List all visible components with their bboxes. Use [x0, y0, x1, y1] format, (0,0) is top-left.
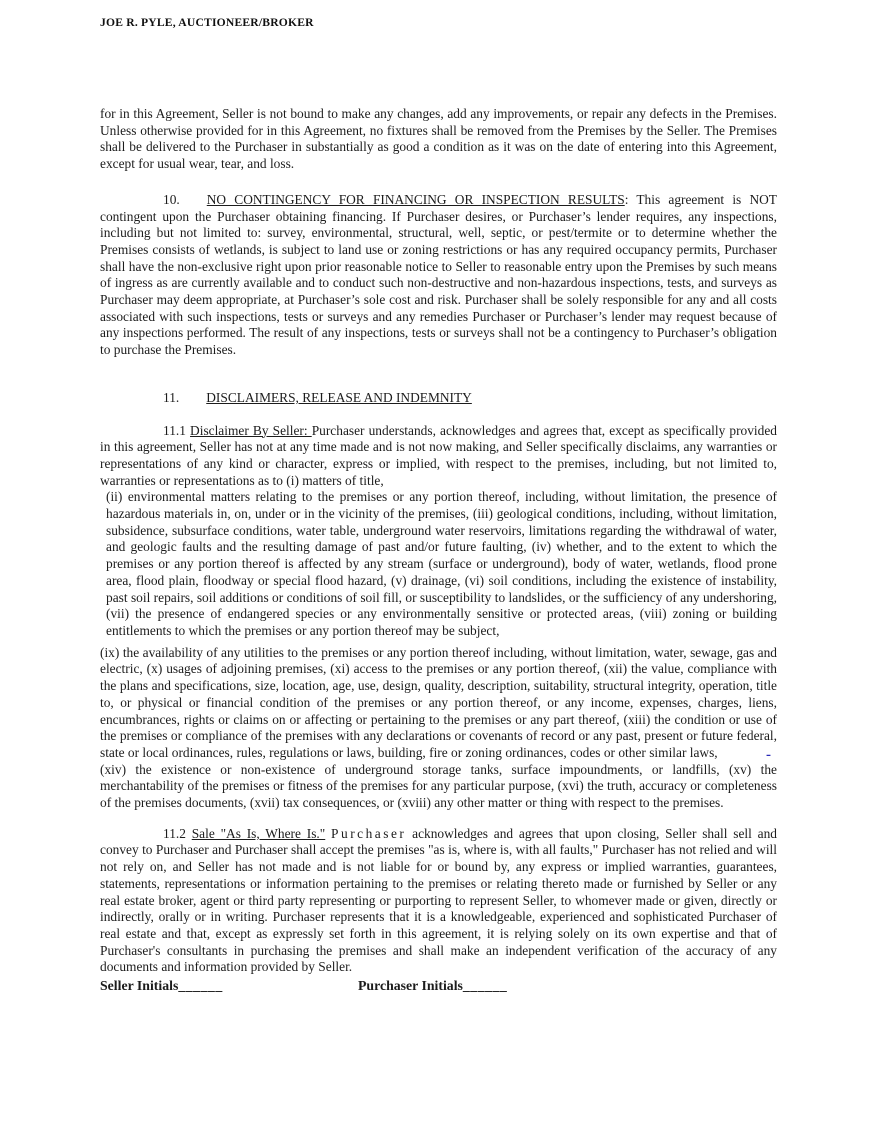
page-header-title: JOE R. PYLE, AUCTIONEER/BROKER	[100, 16, 314, 29]
section-11-2-body: acknowledges and agrees that upon closing, Seller shall sell and convey to Purchaser and Purchaser shall accept the premises "as is, where is, with all faults," Purchaser has not relied and will not rely on, and Seller has not made and is not liable for or bound by, any express or implied warranties, guarantees, statements, representations or information pertaining to the premises or relating thereto made or furnished by Seller or any real estate broker, agent or third party representing or purporting to represent Seller, to whomever made or given, directly or indirectly, orally or in writing. Purchaser represents that it is a knowledgeable, experienced and sophisticated Purchaser of real estate and that, except as expressly set forth in this agreement, it is relying solely on its own expertise and that of Purchaser's consultants in purchasing the premises and shall make an independent verification of the accuracy of any documents and information provided by Seller.	[100, 825, 777, 975]
margin-annotation-dash: -	[766, 747, 771, 763]
section-11-1-clauses-ii-viii: (ii) environmental matters relating to the premises or any portion thereof, including, without limitation, the presence of hazardous materials in, on, under or in the vicinity of the premises, (iii) geological conditions, including, without limitation, subsidence, subsurface conditions, water table, underground water reservoirs, limitations regarding the withdrawal of water, and geologic faults and the resulting damage of past and/or future faulting, (iv) whether, and to the extent to which the premises or any portion thereof is affected by any stream (surface or underground), body of water, wetlands, flood prone area, flood plain, floodway or special flood hazard, (v) drainage, (vi) soil conditions, including the existence of instability, past soil repairs, soil additions or conditions of soil fill, or susceptibility to landslides, or the sufficiency of any undershoring, (vii) the presence of endangered species or any environmentally sensitive or protected areas, (viii) zoning or building entitlements to which the premises or any portion thereof may be subject,	[106, 489, 777, 638]
purchaser-initials-blank-line: ______	[462, 978, 508, 994]
section-11-1-heading: Disclaimer By Seller:	[190, 422, 312, 438]
initials-row	[100, 978, 777, 1002]
section-11-heading-line	[100, 390, 777, 407]
section-11-2-heading: Sale "As Is, Where Is."	[191, 825, 326, 841]
section-11-1-number: 11.1	[163, 422, 186, 438]
section-11-2-paragraph	[100, 826, 777, 976]
intro-paragraph: for in this Agreement, Seller is not bound to make any changes, add any improvements, or repair any defects in the Premises. Unless otherwise provided for in this Agreement, no fixtures shall be removed from the Premises by the Seller. The Premises shall be delivered to the Purchaser in substantially as good a condition as it was on the date of entering into this Agreement, except for usual wear, tear, and loss.	[100, 106, 777, 172]
section-11-number: 11.	[163, 389, 180, 405]
section-11-1-clauses-xiv-xviii: (xiv) the existence or non-existence of underground storage tanks, surface impoundments, or landfills, (xv) the merchantability of the premises or fitness of the premises for any particular purpose, (xvi) the truth, accuracy or completeness of the premises documents, (xvii) tax consequences, or (xviii) any other matter or thing with respect to the premises.	[100, 761, 777, 811]
section-11-2-body-first-word: Purchaser	[331, 825, 407, 841]
section-11-heading: DISCLAIMERS, RELEASE AND INDEMNITY	[206, 389, 472, 405]
section-10-body: : This agreement is NOT contingent upon the Purchaser obtaining financing. If Purchaser desires, or Purchaser’s lender requires, any inspections, including but not limited to: survey, environmental, structural, well, septic, or pest/termite or to determine whether the Premises consists of wetlands, is subject to land use or zoning restrictions or has any required occupancy permits, Purchaser shall have the non-exclusive right upon prior reasonable notice to Seller to reasonable entry upon the Premises by such means of ingress as are currently available and to conduct such non-destructive and non-hazardous inspections, tests, and surveys as Purchaser may deem appropriate, at Purchaser’s sole cost and risk. Purchaser shall be solely responsible for any and all costs associated with such inspections, tests or surveys and any remedies Purchaser or Purchaser’s lender may request because of any inspections performed. The result of any inspections, tests or surveys shall not be a contingency to Purchaser’s obligation to purchase the Premises.	[100, 191, 777, 358]
seller-initials-blank-line: ______	[178, 978, 223, 994]
section-11-1-intro-paragraph	[100, 423, 777, 490]
seller-initials-block	[100, 978, 223, 993]
section-10-heading: NO CONTINGENCY FOR FINANCING OR INSPECTION RESULTS	[206, 191, 625, 207]
section-10-paragraph	[100, 192, 777, 359]
purchaser-initials-label: Purchaser Initials	[358, 978, 463, 994]
section-11-1-intro-text: Purchaser understands, acknowledges and agrees that, except as specifically provided in this agreement, Seller has not at any time made and is not now making, and Seller specifically disclaims, any warranties or representations of any kind or character, express or implied, with respect to the premises, including, but not limited to, warranties or representations as to (i) matters of title,	[100, 422, 777, 488]
purchaser-initials-block	[358, 978, 507, 994]
seller-initials-label: Seller Initials	[100, 978, 179, 994]
section-10-number: 10.	[163, 191, 180, 207]
section-11-1-clauses-ix-xiii: (ix) the availability of any utilities to the premises or any portion thereof including, without limitation, water, sewage, gas and electric, (x) usages of adjoining premises, (xi) access to the premises or any portion thereof, (xii) the value, compliance with the plans and specifications, size, location, age, use, design, quality, description, suitability, structural integrity, operation, title to, or physical or financial condition of the premises or any portion thereof, or any income, expenses, charges, liens, encumbrances, rights or claims on or affecting or pertaining to the premises or any part thereof, (xiii) the condition or use of the premises or compliance of the premises with any declarations or covenants of record or any past, present or future federal, state or local ordinances, rules, regulations or laws, building, fire or zoning ordinances, codes or other similar laws,	[100, 644, 777, 760]
section-11-2-number: 11.2	[163, 825, 186, 841]
